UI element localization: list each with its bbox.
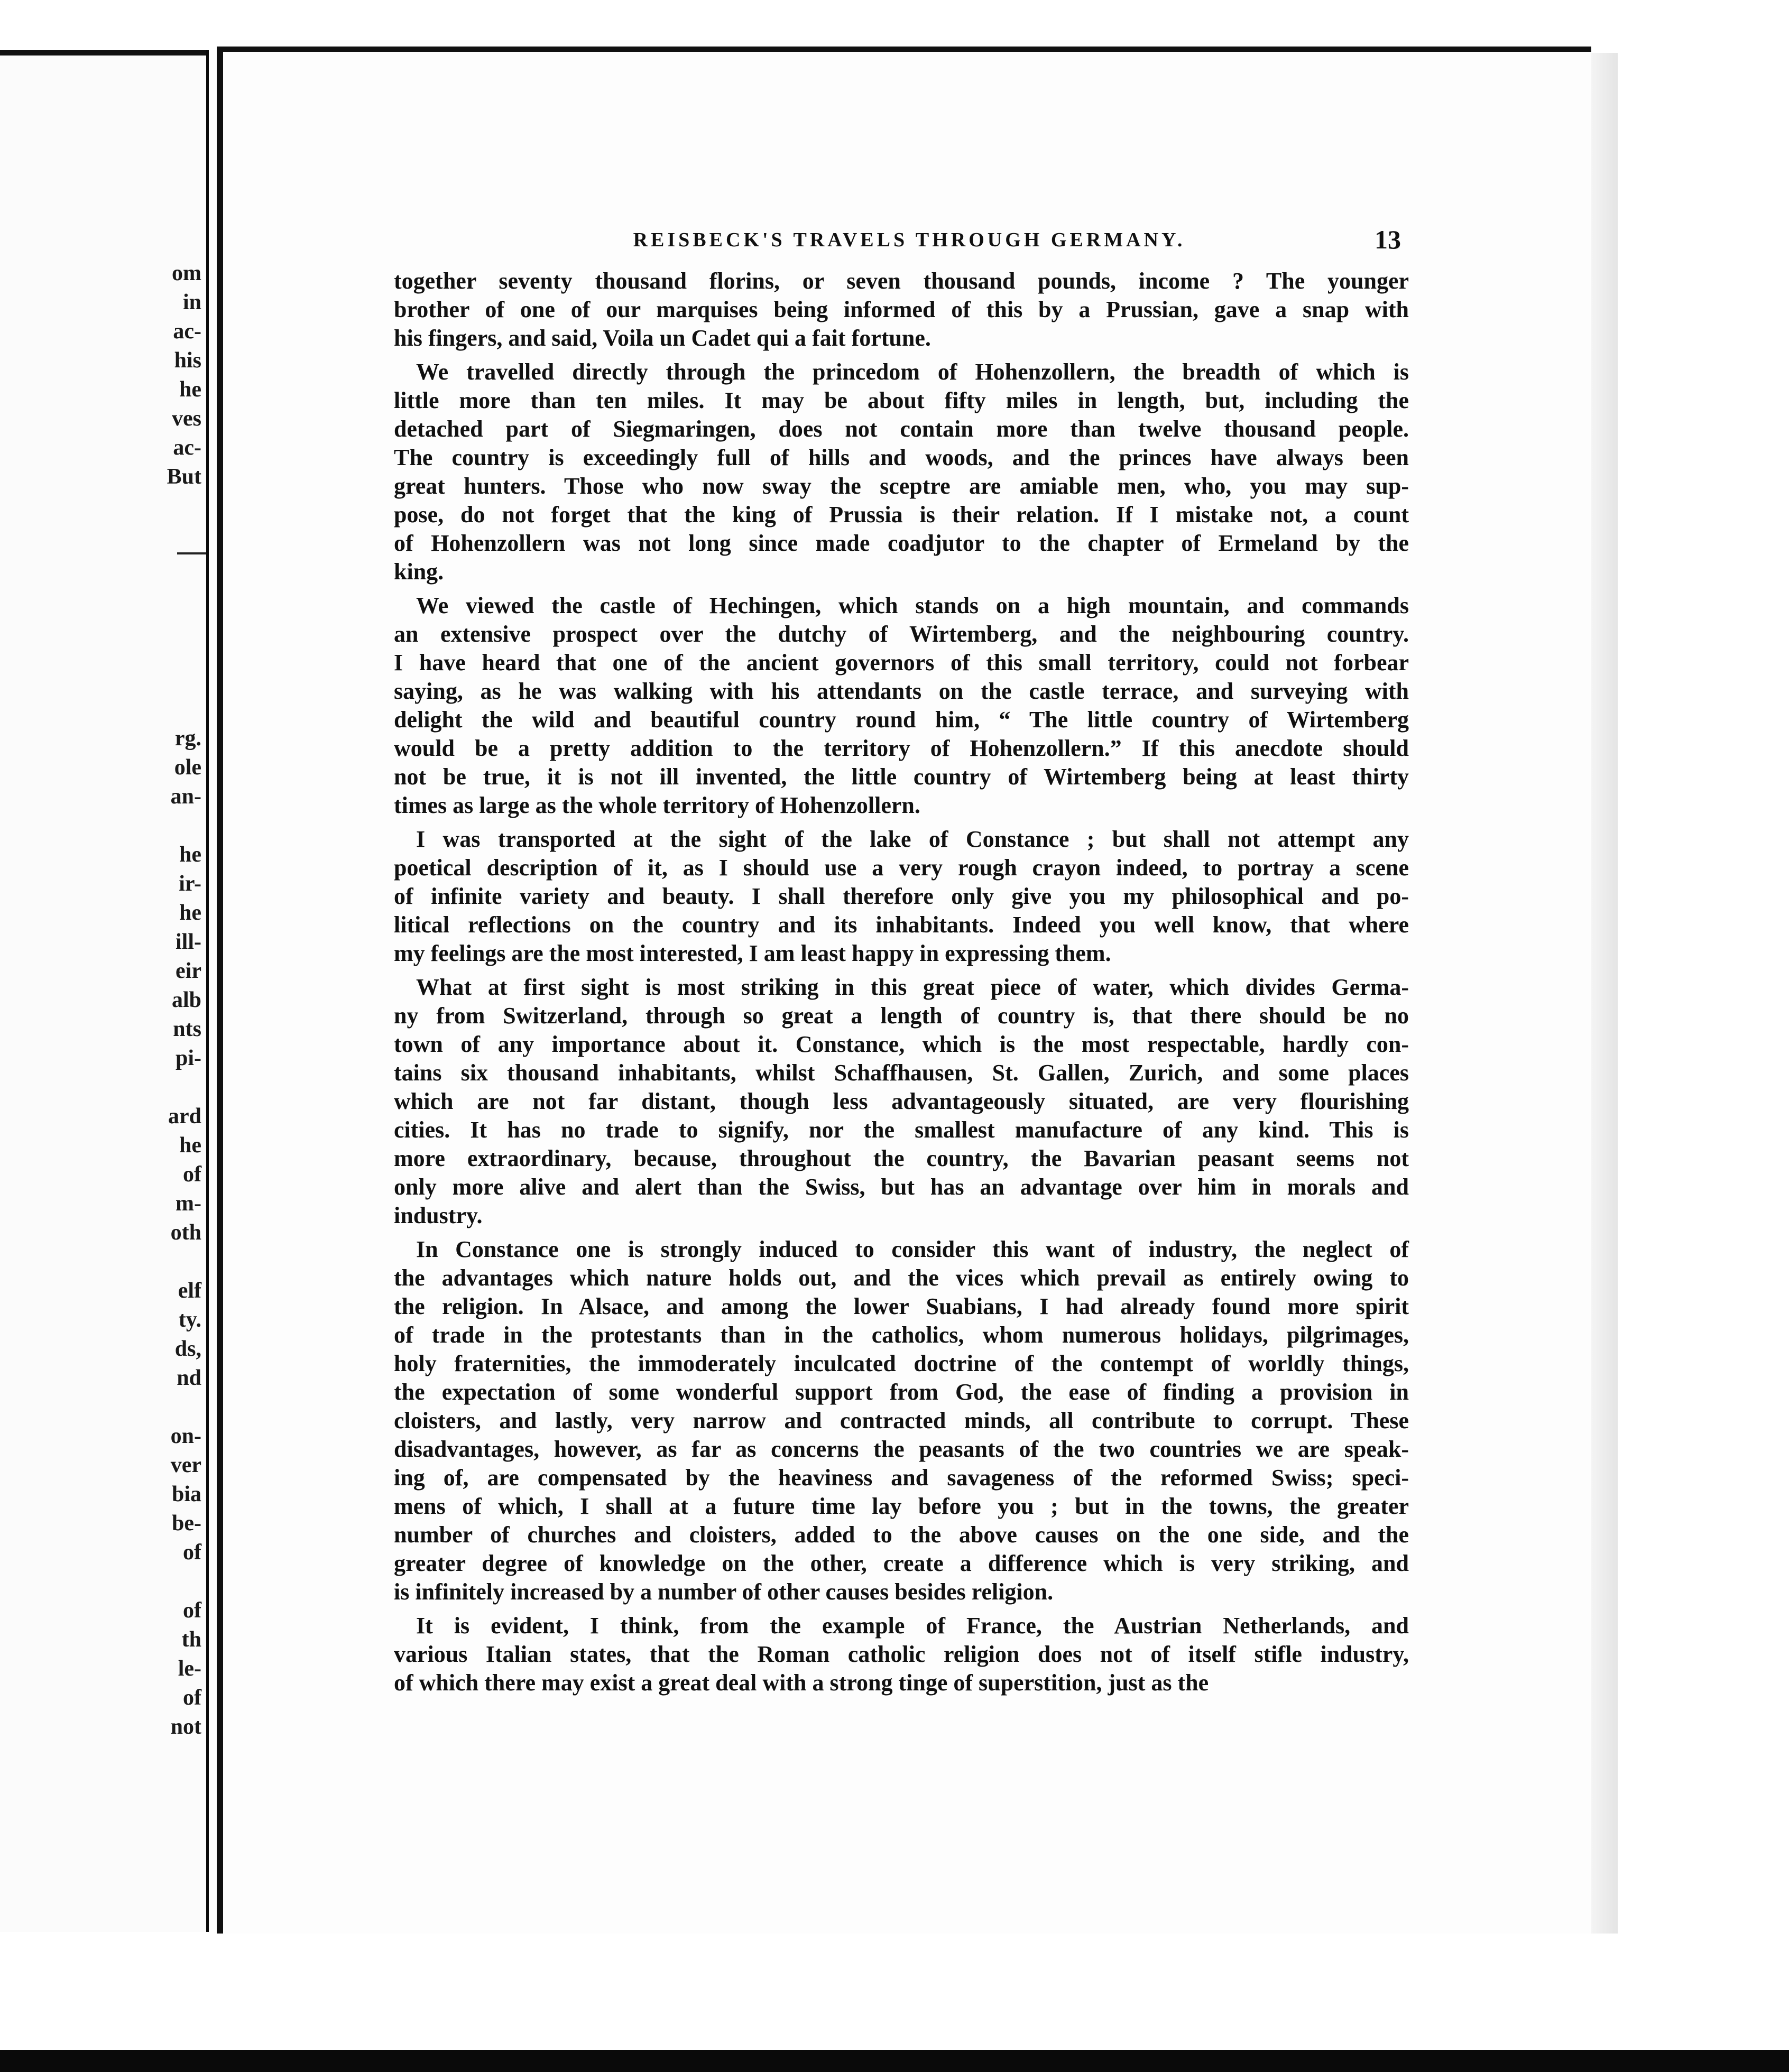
paragraph-gap — [394, 353, 1409, 358]
previous-page-fragment — [138, 1073, 201, 1102]
text-line: mens of which, I shall at a future time lay before you ; but in the towns, the greater — [394, 1493, 1409, 1519]
text-line: holy fraternities, the immoderately inculcated doctrine of the contempt of worldly things, — [394, 1350, 1409, 1376]
paragraph — [394, 591, 1409, 820]
previous-page-fragment: of — [183, 1540, 201, 1565]
margin-area — [0, 1932, 217, 2050]
previous-page-divider — [177, 552, 209, 554]
paragraph-gap — [394, 820, 1409, 825]
text-line: industry. — [394, 1202, 483, 1228]
previous-page-fragment — [138, 1247, 201, 1276]
text-line: In Constance one is strongly induced to consider this want of industry, the neglect of — [416, 1236, 1409, 1262]
text-line: would be a pretty addition to the territory of Hohenzollern.” If this anecdote should — [394, 735, 1409, 761]
text-line: the advantages which nature holds out, and the vices which prevail as entirely owing to — [394, 1265, 1409, 1291]
previous-page-fragment: of — [183, 1686, 201, 1710]
text-line: brother of one of our marquises being informed of this by a Prussian, gave a snap with — [394, 297, 1409, 322]
previous-page-fragment: ac- — [173, 319, 201, 344]
text-line: I was transported at the sight of the lake of Constance ; but shall not attempt any — [416, 826, 1409, 852]
previous-page-fragment: rg. — [174, 726, 201, 751]
previous-page-text-fragments — [138, 259, 201, 1742]
previous-page-fragment: of — [183, 1162, 201, 1187]
text-line: his fingers, and said, Voila un Cadet qui a fait fortune. — [394, 325, 931, 351]
previous-page-fragment — [138, 608, 201, 637]
previous-page-fragment: alb — [171, 988, 201, 1012]
text-line: number of churches and cloisters, added to the above causes on the one side, and the — [394, 1522, 1409, 1548]
book-binding — [206, 50, 209, 1932]
previous-page-fragment — [138, 1393, 201, 1422]
previous-page-fragment: he — [179, 1133, 201, 1158]
previous-page-fragment — [138, 695, 201, 724]
previous-page-fragment: ds, — [174, 1337, 201, 1361]
paragraph-gap — [394, 968, 1409, 973]
text-line: It is evident, I think, from the example of France, the Austrian Netherlands, and — [416, 1613, 1409, 1639]
previous-page-fragment — [138, 811, 201, 840]
text-line: not be true, it is not ill invented, the little country of Wirtemberg being at least thirty — [394, 764, 1409, 790]
text-line: more extraordinary, because, throughout the country, the Bavarian peasant seems not — [394, 1145, 1409, 1171]
previous-page-fragment: ir- — [179, 872, 201, 896]
text-line: pose, do not forget that the king of Prussia is their relation. If I mistake not, a count — [394, 502, 1409, 528]
previous-page-fragment: nts — [173, 1017, 201, 1041]
previous-page-fragment — [138, 666, 201, 695]
text-line: the expectation of some wonderful support from God, the ease of finding a provision in — [394, 1379, 1409, 1405]
previous-page-top-rule — [0, 50, 209, 56]
text-line: together seventy thousand florins, or seven thousand pounds, income ? The younger — [394, 268, 1409, 294]
previous-page-fragment — [138, 492, 201, 521]
previous-page-fragment — [138, 521, 201, 550]
text-line: the religion. In Alsace, and among the lower Suabians, I had already found more spirit — [394, 1293, 1409, 1319]
text-line: saying, as he was walking with his attendants on the castle terrace, and surveying with — [394, 678, 1409, 704]
paragraph — [394, 973, 1409, 1230]
previous-page-fragment: m- — [176, 1191, 201, 1216]
previous-page-fragment: ver — [170, 1453, 201, 1477]
previous-page-fragment: he — [179, 901, 201, 925]
text-line: detached part of Siegmaringen, does not contain more than twelve thousand people. — [394, 416, 1409, 442]
paragraph — [394, 358, 1409, 586]
previous-page-fragment — [138, 637, 201, 666]
page-bottom-margin — [217, 1934, 1618, 2050]
text-line: disadvantages, however, as far as concerns the peasants of the two countries we are speak- — [394, 1436, 1409, 1462]
previous-page-fragment: be- — [172, 1511, 201, 1536]
previous-page-fragment: pi- — [175, 1046, 201, 1070]
text-line: cloisters, and lastly, very narrow and contracted minds, all contribute to corrupt. These — [394, 1408, 1409, 1433]
previous-page-fragment: bia — [171, 1482, 201, 1506]
text-line: ny from Switzerland, through so great a length of country is, that there should be no — [394, 1003, 1409, 1029]
text-line: poetical description of it, as I should use a very rough crayon indeed, to portray a scene — [394, 855, 1409, 881]
previous-page-fragment: an- — [170, 784, 201, 809]
text-line: town of any importance about it. Constance, which is the most respectable, hardly con- — [394, 1031, 1409, 1057]
text-line: We viewed the castle of Hechingen, which stands on a high mountain, and commands — [416, 593, 1409, 618]
previous-page-fragment: on- — [170, 1424, 201, 1448]
previous-page-fragment: elf — [178, 1279, 201, 1303]
previous-page-fragment: oth — [170, 1220, 201, 1245]
text-line: of Hohenzollern was not long since made coadjutor to the chapter of Ermeland by the — [394, 530, 1409, 556]
text-line: an extensive prospect over the dutchy of Wirtemberg, and the neighbouring country. — [394, 621, 1409, 647]
previous-page-fragment: ves — [172, 406, 201, 431]
paragraph — [394, 267, 1409, 353]
text-line: ing of, are compensated by the heaviness and savageness of the reformed Swiss; speci- — [394, 1465, 1409, 1491]
text-line: only more alive and alert than the Swiss, but has an advantage over him in morals and — [394, 1174, 1409, 1200]
text-line: cities. It has no trade to signify, nor the smallest manufacture of any kind. This is — [394, 1117, 1409, 1143]
previous-page-fragment — [138, 579, 201, 608]
previous-page-fragment: ty. — [178, 1308, 201, 1332]
previous-page-fragment: th — [181, 1627, 201, 1652]
previous-page-fragment: he — [179, 377, 201, 402]
previous-page-fragment: ill- — [176, 930, 201, 954]
text-line: is infinitely increased by a number of other causes besides religion. — [394, 1579, 1054, 1605]
previous-page-edge — [0, 50, 209, 1932]
text-line: my feelings are the most interested, I am least happy in expressing them. — [394, 940, 1111, 966]
page-body-text — [394, 267, 1409, 1697]
text-line: king. — [394, 559, 444, 585]
previous-page-fragment — [138, 1567, 201, 1596]
previous-page-fragment: in — [182, 290, 201, 314]
previous-page-fragment: his — [174, 348, 201, 373]
text-line: which are not far distant, though less advantageously situated, are very flourishing — [394, 1088, 1409, 1114]
previous-page-fragment: ard — [168, 1104, 201, 1128]
previous-page-fragment: eir — [176, 959, 201, 983]
text-line: I have heard that one of the ancient governors of this small territory, could not forbear — [394, 650, 1409, 676]
paragraph — [394, 825, 1409, 968]
page-number: 13 — [1375, 225, 1401, 254]
text-line: The country is exceedingly full of hills and woods, and the princes have always been — [394, 445, 1409, 470]
page-right-edge — [1591, 53, 1618, 1935]
paragraph-gap — [394, 1606, 1409, 1612]
text-line: of trade in the protestants than in the catholics, whom numerous holidays, pilgrimages, — [394, 1322, 1409, 1348]
text-line: delight the wild and beautiful country round him, “ The little country of Wirtemberg — [394, 707, 1409, 733]
paragraph-gap — [394, 586, 1409, 591]
previous-page-fragment: But — [167, 465, 201, 489]
text-line: great hunters. Those who now sway the sceptre are amiable men, who, you may sup- — [394, 473, 1409, 499]
previous-page-fragment: nd — [177, 1366, 201, 1390]
paragraph — [394, 1235, 1409, 1606]
text-line: greater degree of knowledge on the other, create a difference which is very striking, and — [394, 1550, 1409, 1576]
text-line: little more than ten miles. It may be about fifty miles in length, but, including the — [394, 387, 1409, 413]
text-line: What at first sight is most striking in this great piece of water, which divides Germa- — [416, 974, 1409, 1000]
running-head: REISBECK'S TRAVELS THROUGH GERMANY. — [633, 229, 1186, 251]
previous-page-fragment: not — [170, 1715, 201, 1739]
previous-page-fragment: ole — [174, 755, 201, 780]
previous-page-fragment: of — [183, 1598, 201, 1623]
text-line: tains six thousand inhabitants, whilst Schaffhausen, St. Gallen, Zurich, and some places — [394, 1060, 1409, 1086]
previous-page-fragment: he — [179, 843, 201, 867]
text-line: We travelled directly through the princedom of Hohenzollern, the breadth of which is — [416, 359, 1409, 385]
paragraph — [394, 1612, 1409, 1697]
text-line: various Italian states, that the Roman catholic religion does not of itself stifle industry, — [394, 1641, 1409, 1667]
text-line: times as large as the whole territory of Hohenzollern. — [394, 792, 920, 818]
text-line: of which there may exist a great deal with a strong tinge of superstition, just as the — [394, 1670, 1209, 1696]
paragraph-gap — [394, 1230, 1409, 1235]
text-line: of infinite variety and beauty. I shall therefore only give you my philosophical and po- — [394, 883, 1409, 909]
previous-page-fragment: om — [172, 261, 201, 285]
previous-page-fragment: ac- — [173, 436, 201, 460]
previous-page-fragment: le- — [178, 1657, 201, 1681]
text-line: litical reflections on the country and its inhabitants. Indeed you well know, that where — [394, 912, 1409, 938]
scan-bottom-border — [0, 2050, 1789, 2072]
